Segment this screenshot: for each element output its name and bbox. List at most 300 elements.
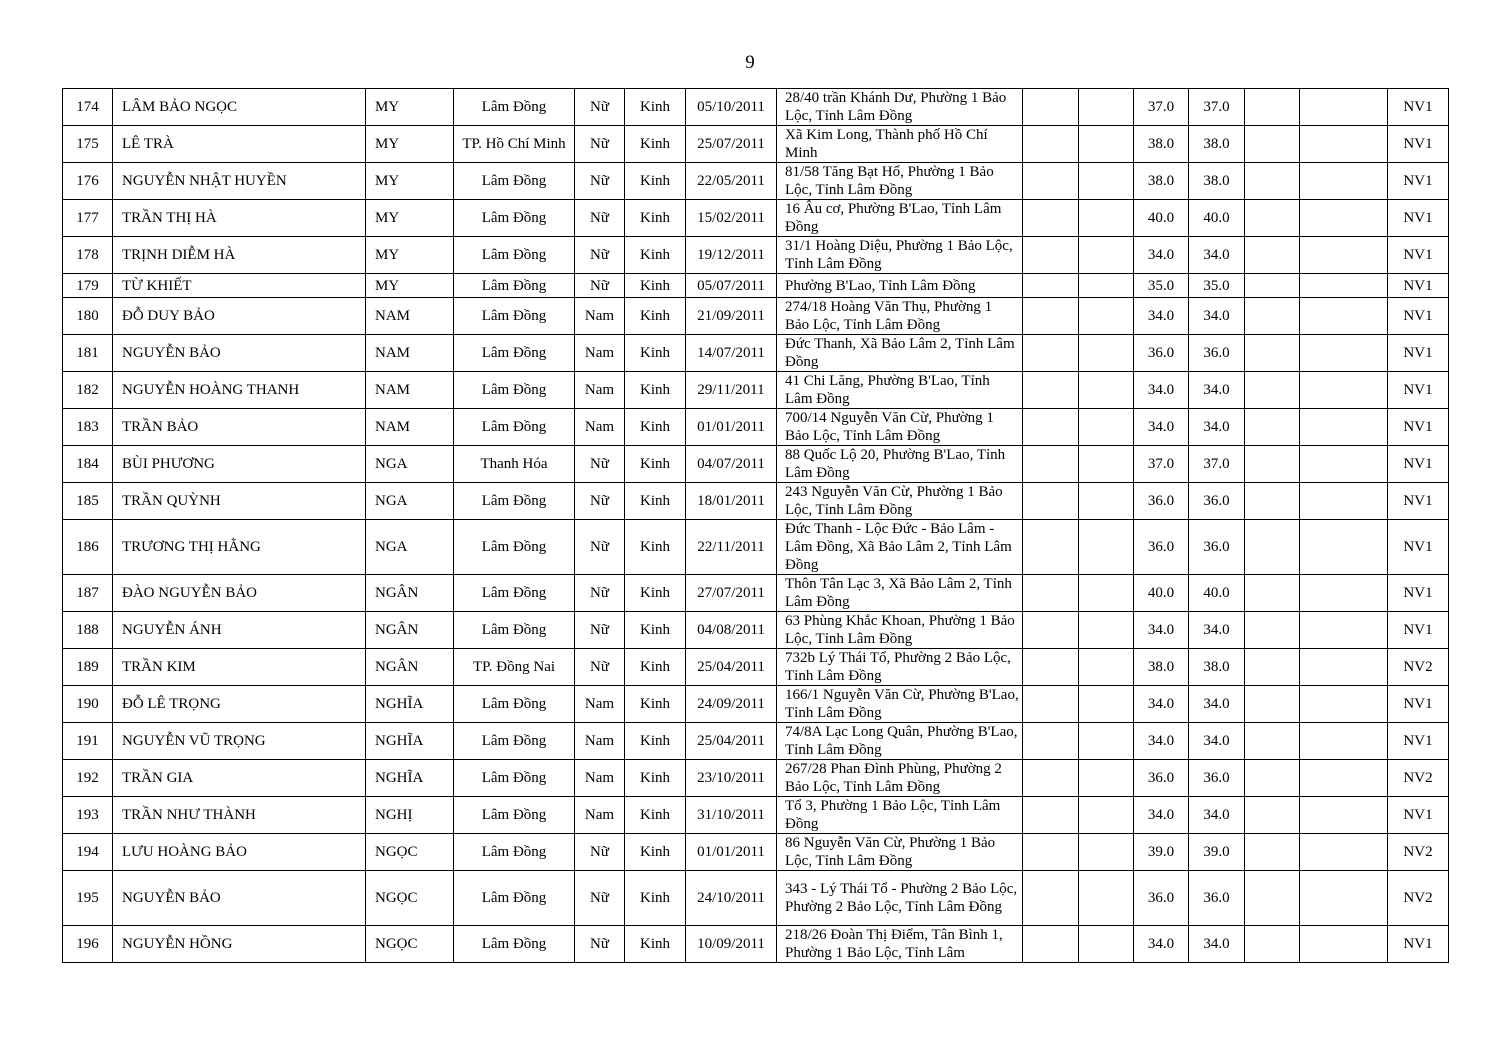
cell-empty-2 bbox=[1079, 163, 1134, 200]
cell-empty-3 bbox=[1245, 237, 1300, 274]
cell-empty-2 bbox=[1079, 126, 1134, 163]
cell-nguyen-vong: NV1 bbox=[1388, 520, 1449, 575]
cell-ngay-sinh: 01/01/2011 bbox=[686, 834, 777, 871]
cell-empty-4 bbox=[1300, 871, 1388, 926]
cell-dan-toc: Kinh bbox=[625, 237, 686, 274]
student-roster-table bbox=[62, 88, 1449, 963]
table-row bbox=[63, 575, 1449, 612]
cell-ho-ten-dem: LƯU HOÀNG BẢO bbox=[113, 834, 366, 871]
cell-empty-3 bbox=[1245, 834, 1300, 871]
cell-stt: 193 bbox=[63, 797, 113, 834]
cell-empty-3 bbox=[1245, 871, 1300, 926]
cell-empty-2 bbox=[1079, 723, 1134, 760]
cell-ten: MY bbox=[366, 274, 454, 298]
cell-empty-1 bbox=[1023, 575, 1079, 612]
cell-dia-chi: Tổ 3, Phường 1 Bảo Lộc, Tỉnh Lâm Đồng bbox=[777, 797, 1023, 834]
cell-nguyen-vong: NV1 bbox=[1388, 274, 1449, 298]
cell-empty-3 bbox=[1245, 372, 1300, 409]
cell-ho-ten-dem: TỪ KHIẾT bbox=[113, 274, 366, 298]
cell-empty-3 bbox=[1245, 409, 1300, 446]
cell-diem-1: 34.0 bbox=[1134, 797, 1189, 834]
cell-ho-ten-dem: LÊ TRÀ bbox=[113, 126, 366, 163]
cell-diem-2: 34.0 bbox=[1189, 797, 1245, 834]
cell-empty-3 bbox=[1245, 520, 1300, 575]
cell-ngay-sinh: 19/12/2011 bbox=[686, 237, 777, 274]
cell-empty-3 bbox=[1245, 760, 1300, 797]
cell-empty-4 bbox=[1300, 834, 1388, 871]
cell-empty-1 bbox=[1023, 612, 1079, 649]
cell-dia-chi: 166/1 Nguyễn Văn Cừ, Phường B'Lao, Tỉnh Lâm Đồng bbox=[777, 686, 1023, 723]
table-row bbox=[63, 926, 1449, 963]
cell-noi-sinh: Lâm Đồng bbox=[454, 760, 575, 797]
cell-diem-2: 39.0 bbox=[1189, 834, 1245, 871]
cell-empty-4 bbox=[1300, 797, 1388, 834]
cell-diem-2: 34.0 bbox=[1189, 612, 1245, 649]
cell-dan-toc: Kinh bbox=[625, 335, 686, 372]
cell-empty-2 bbox=[1079, 274, 1134, 298]
cell-empty-4 bbox=[1300, 723, 1388, 760]
page-number: 9 bbox=[745, 52, 755, 73]
cell-noi-sinh: TP. Hồ Chí Minh bbox=[454, 126, 575, 163]
cell-dia-chi: 343 - Lý Thái Tổ - Phường 2 Bảo Lộc, Phường 2 Bảo Lộc, Tỉnh Lâm Đồng bbox=[777, 871, 1023, 926]
cell-gioi-tinh: Nữ bbox=[575, 274, 625, 298]
cell-empty-2 bbox=[1079, 237, 1134, 274]
cell-ten: NGA bbox=[366, 520, 454, 575]
cell-gioi-tinh: Nữ bbox=[575, 612, 625, 649]
cell-empty-3 bbox=[1245, 274, 1300, 298]
cell-dan-toc: Kinh bbox=[625, 926, 686, 963]
cell-empty-3 bbox=[1245, 612, 1300, 649]
cell-diem-1: 34.0 bbox=[1134, 372, 1189, 409]
cell-stt: 191 bbox=[63, 723, 113, 760]
cell-empty-4 bbox=[1300, 409, 1388, 446]
cell-ho-ten-dem: TRẦN THỊ HÀ bbox=[113, 200, 366, 237]
cell-ho-ten-dem: TRẦN BẢO bbox=[113, 409, 366, 446]
table-row bbox=[63, 446, 1449, 483]
cell-diem-1: 40.0 bbox=[1134, 200, 1189, 237]
cell-empty-1 bbox=[1023, 237, 1079, 274]
cell-dan-toc: Kinh bbox=[625, 760, 686, 797]
cell-ho-ten-dem: NGUYỄN BẢO bbox=[113, 871, 366, 926]
cell-dia-chi: 732b Lý Thái Tổ, Phường 2 Bảo Lộc, Tỉnh Lâm Đồng bbox=[777, 649, 1023, 686]
cell-empty-1 bbox=[1023, 520, 1079, 575]
cell-ngay-sinh: 25/07/2011 bbox=[686, 126, 777, 163]
cell-dan-toc: Kinh bbox=[625, 520, 686, 575]
cell-empty-4 bbox=[1300, 200, 1388, 237]
cell-empty-2 bbox=[1079, 926, 1134, 963]
cell-nguyen-vong: NV2 bbox=[1388, 871, 1449, 926]
cell-stt: 186 bbox=[63, 520, 113, 575]
cell-ten: NGÂN bbox=[366, 612, 454, 649]
cell-noi-sinh: Lâm Đồng bbox=[454, 237, 575, 274]
cell-ten: NGỌC bbox=[366, 926, 454, 963]
cell-ten: MY bbox=[366, 163, 454, 200]
cell-ngay-sinh: 18/01/2011 bbox=[686, 483, 777, 520]
cell-empty-4 bbox=[1300, 126, 1388, 163]
cell-ho-ten-dem: NGUYỄN NHẬT HUYỀN bbox=[113, 163, 366, 200]
cell-diem-1: 34.0 bbox=[1134, 409, 1189, 446]
cell-empty-2 bbox=[1079, 612, 1134, 649]
cell-ngay-sinh: 31/10/2011 bbox=[686, 797, 777, 834]
cell-ho-ten-dem: NGUYỄN VŨ TRỌNG bbox=[113, 723, 366, 760]
cell-diem-1: 36.0 bbox=[1134, 871, 1189, 926]
cell-ho-ten-dem: ĐỖ DUY BẢO bbox=[113, 298, 366, 335]
cell-diem-2: 40.0 bbox=[1189, 200, 1245, 237]
cell-stt: 185 bbox=[63, 483, 113, 520]
cell-diem-2: 38.0 bbox=[1189, 649, 1245, 686]
cell-empty-3 bbox=[1245, 200, 1300, 237]
cell-ten: NGHĨA bbox=[366, 723, 454, 760]
cell-diem-2: 35.0 bbox=[1189, 274, 1245, 298]
cell-ho-ten-dem: ĐỖ LÊ TRỌNG bbox=[113, 686, 366, 723]
cell-noi-sinh: Lâm Đồng bbox=[454, 200, 575, 237]
cell-gioi-tinh: Nam bbox=[575, 409, 625, 446]
cell-nguyen-vong: NV1 bbox=[1388, 237, 1449, 274]
cell-dia-chi: 16 Âu cơ, Phường B'Lao, Tỉnh Lâm Đồng bbox=[777, 200, 1023, 237]
cell-empty-2 bbox=[1079, 89, 1134, 126]
cell-dan-toc: Kinh bbox=[625, 686, 686, 723]
table-row bbox=[63, 237, 1449, 274]
cell-empty-1 bbox=[1023, 797, 1079, 834]
cell-diem-1: 34.0 bbox=[1134, 298, 1189, 335]
cell-ho-ten-dem: NGUYỄN HỒNG bbox=[113, 926, 366, 963]
cell-gioi-tinh: Nữ bbox=[575, 649, 625, 686]
cell-ho-ten-dem: TRẦN GIA bbox=[113, 760, 366, 797]
cell-empty-2 bbox=[1079, 409, 1134, 446]
cell-dan-toc: Kinh bbox=[625, 126, 686, 163]
cell-ten: MY bbox=[366, 89, 454, 126]
cell-noi-sinh: Lâm Đồng bbox=[454, 483, 575, 520]
cell-empty-4 bbox=[1300, 926, 1388, 963]
cell-stt: 180 bbox=[63, 298, 113, 335]
cell-dan-toc: Kinh bbox=[625, 89, 686, 126]
cell-noi-sinh: Lâm Đồng bbox=[454, 409, 575, 446]
cell-stt: 177 bbox=[63, 200, 113, 237]
cell-ten: NAM bbox=[366, 298, 454, 335]
cell-dan-toc: Kinh bbox=[625, 797, 686, 834]
cell-empty-3 bbox=[1245, 575, 1300, 612]
cell-empty-2 bbox=[1079, 871, 1134, 926]
cell-empty-2 bbox=[1079, 797, 1134, 834]
cell-ho-ten-dem: NGUYỄN ÁNH bbox=[113, 612, 366, 649]
cell-ten: NGÂN bbox=[366, 575, 454, 612]
cell-dia-chi: 74/8A Lạc Long Quân, Phường B'Lao, Tỉnh Lâm Đồng bbox=[777, 723, 1023, 760]
cell-noi-sinh: Lâm Đồng bbox=[454, 612, 575, 649]
cell-stt: 192 bbox=[63, 760, 113, 797]
cell-dan-toc: Kinh bbox=[625, 723, 686, 760]
table-row bbox=[63, 200, 1449, 237]
cell-noi-sinh: Lâm Đồng bbox=[454, 575, 575, 612]
cell-diem-1: 35.0 bbox=[1134, 274, 1189, 298]
cell-empty-4 bbox=[1300, 163, 1388, 200]
cell-stt: 188 bbox=[63, 612, 113, 649]
cell-diem-2: 34.0 bbox=[1189, 926, 1245, 963]
cell-ten: NGA bbox=[366, 483, 454, 520]
cell-dia-chi: 31/1 Hoàng Diệu, Phường 1 Bảo Lộc, Tỉnh Lâm Đồng bbox=[777, 237, 1023, 274]
cell-ho-ten-dem: LÂM BẢO NGỌC bbox=[113, 89, 366, 126]
cell-empty-3 bbox=[1245, 649, 1300, 686]
cell-dan-toc: Kinh bbox=[625, 274, 686, 298]
cell-ngay-sinh: 22/11/2011 bbox=[686, 520, 777, 575]
cell-empty-2 bbox=[1079, 335, 1134, 372]
cell-diem-2: 38.0 bbox=[1189, 126, 1245, 163]
table-row bbox=[63, 126, 1449, 163]
cell-empty-4 bbox=[1300, 298, 1388, 335]
cell-diem-2: 36.0 bbox=[1189, 483, 1245, 520]
cell-dia-chi: 218/26 Đoàn Thị Điểm, Tân Bình 1, Phường 1 Bảo Lộc, Tỉnh Lâm bbox=[777, 926, 1023, 963]
cell-nguyen-vong: NV1 bbox=[1388, 686, 1449, 723]
cell-dan-toc: Kinh bbox=[625, 372, 686, 409]
cell-stt: 183 bbox=[63, 409, 113, 446]
cell-gioi-tinh: Nữ bbox=[575, 89, 625, 126]
cell-empty-2 bbox=[1079, 372, 1134, 409]
cell-empty-2 bbox=[1079, 446, 1134, 483]
cell-gioi-tinh: Nam bbox=[575, 372, 625, 409]
cell-dia-chi: Phường B'Lao, Tỉnh Lâm Đồng bbox=[777, 274, 1023, 298]
cell-dia-chi: 41 Chi Lăng, Phường B'Lao, Tỉnh Lâm Đồng bbox=[777, 372, 1023, 409]
cell-noi-sinh: Lâm Đồng bbox=[454, 871, 575, 926]
cell-noi-sinh: Lâm Đồng bbox=[454, 520, 575, 575]
cell-gioi-tinh: Nữ bbox=[575, 126, 625, 163]
cell-ten: NGHĨA bbox=[366, 686, 454, 723]
cell-diem-1: 36.0 bbox=[1134, 520, 1189, 575]
cell-diem-2: 40.0 bbox=[1189, 575, 1245, 612]
cell-empty-4 bbox=[1300, 483, 1388, 520]
cell-ngay-sinh: 25/04/2011 bbox=[686, 723, 777, 760]
cell-ngay-sinh: 04/08/2011 bbox=[686, 612, 777, 649]
cell-ho-ten-dem: NGUYỄN HOÀNG THANH bbox=[113, 372, 366, 409]
cell-ngay-sinh: 24/09/2011 bbox=[686, 686, 777, 723]
cell-nguyen-vong: NV1 bbox=[1388, 797, 1449, 834]
cell-empty-2 bbox=[1079, 575, 1134, 612]
cell-gioi-tinh: Nữ bbox=[575, 834, 625, 871]
cell-dia-chi: 86 Nguyễn Văn Cừ, Phường 1 Bảo Lộc, Tỉnh Lâm Đồng bbox=[777, 834, 1023, 871]
cell-dia-chi: 81/58 Tăng Bạt Hổ, Phường 1 Bảo Lộc, Tỉnh Lâm Đồng bbox=[777, 163, 1023, 200]
cell-stt: 176 bbox=[63, 163, 113, 200]
cell-diem-2: 36.0 bbox=[1189, 520, 1245, 575]
cell-diem-2: 34.0 bbox=[1189, 298, 1245, 335]
cell-dia-chi: 88 Quốc Lộ 20, Phường B'Lao, Tỉnh Lâm Đồng bbox=[777, 446, 1023, 483]
cell-empty-1 bbox=[1023, 335, 1079, 372]
cell-dia-chi: 274/18 Hoàng Văn Thụ, Phường 1 Bảo Lộc, Tỉnh Lâm Đồng bbox=[777, 298, 1023, 335]
cell-empty-3 bbox=[1245, 298, 1300, 335]
cell-ngay-sinh: 21/09/2011 bbox=[686, 298, 777, 335]
cell-noi-sinh: Lâm Đồng bbox=[454, 89, 575, 126]
cell-empty-4 bbox=[1300, 760, 1388, 797]
cell-dia-chi: Đức Thanh, Xã Bảo Lâm 2, Tỉnh Lâm Đồng bbox=[777, 335, 1023, 372]
cell-nguyen-vong: NV2 bbox=[1388, 649, 1449, 686]
cell-empty-3 bbox=[1245, 723, 1300, 760]
table-row bbox=[63, 723, 1449, 760]
cell-ten: NAM bbox=[366, 372, 454, 409]
cell-gioi-tinh: Nữ bbox=[575, 483, 625, 520]
cell-diem-1: 36.0 bbox=[1134, 335, 1189, 372]
cell-empty-3 bbox=[1245, 89, 1300, 126]
cell-diem-2: 36.0 bbox=[1189, 335, 1245, 372]
table-row bbox=[63, 409, 1449, 446]
cell-empty-1 bbox=[1023, 871, 1079, 926]
cell-noi-sinh: Lâm Đồng bbox=[454, 163, 575, 200]
cell-nguyen-vong: NV1 bbox=[1388, 483, 1449, 520]
cell-ten: NGHỊ bbox=[366, 797, 454, 834]
cell-dia-chi: Thôn Tân Lạc 3, Xã Bảo Lâm 2, Tỉnh Lâm Đồng bbox=[777, 575, 1023, 612]
cell-dan-toc: Kinh bbox=[625, 200, 686, 237]
cell-dan-toc: Kinh bbox=[625, 298, 686, 335]
cell-dia-chi: 700/14 Nguyễn Văn Cừ, Phường 1 Bảo Lộc, Tỉnh Lâm Đồng bbox=[777, 409, 1023, 446]
cell-dan-toc: Kinh bbox=[625, 163, 686, 200]
cell-gioi-tinh: Nữ bbox=[575, 200, 625, 237]
cell-ngay-sinh: 24/10/2011 bbox=[686, 871, 777, 926]
cell-nguyen-vong: NV1 bbox=[1388, 409, 1449, 446]
cell-noi-sinh: TP. Đồng Nai bbox=[454, 649, 575, 686]
cell-diem-1: 38.0 bbox=[1134, 163, 1189, 200]
cell-dan-toc: Kinh bbox=[625, 446, 686, 483]
cell-empty-1 bbox=[1023, 409, 1079, 446]
table-row bbox=[63, 834, 1449, 871]
cell-ngay-sinh: 01/01/2011 bbox=[686, 409, 777, 446]
cell-diem-1: 34.0 bbox=[1134, 686, 1189, 723]
cell-empty-4 bbox=[1300, 446, 1388, 483]
cell-diem-2: 37.0 bbox=[1189, 446, 1245, 483]
cell-stt: 189 bbox=[63, 649, 113, 686]
cell-dan-toc: Kinh bbox=[625, 483, 686, 520]
cell-empty-1 bbox=[1023, 446, 1079, 483]
cell-nguyen-vong: NV1 bbox=[1388, 926, 1449, 963]
cell-nguyen-vong: NV1 bbox=[1388, 446, 1449, 483]
cell-empty-3 bbox=[1245, 686, 1300, 723]
cell-empty-2 bbox=[1079, 760, 1134, 797]
cell-empty-1 bbox=[1023, 126, 1079, 163]
cell-noi-sinh: Lâm Đồng bbox=[454, 834, 575, 871]
cell-stt: 195 bbox=[63, 871, 113, 926]
cell-empty-3 bbox=[1245, 483, 1300, 520]
cell-stt: 190 bbox=[63, 686, 113, 723]
cell-dan-toc: Kinh bbox=[625, 612, 686, 649]
cell-empty-2 bbox=[1079, 834, 1134, 871]
cell-dia-chi: 243 Nguyễn Văn Cừ, Phường 1 Bảo Lộc, Tỉnh Lâm Đồng bbox=[777, 483, 1023, 520]
cell-ho-ten-dem: TRẦN NHƯ THÀNH bbox=[113, 797, 366, 834]
cell-noi-sinh: Lâm Đồng bbox=[454, 335, 575, 372]
cell-ho-ten-dem: TRẦN QUỲNH bbox=[113, 483, 366, 520]
cell-diem-1: 34.0 bbox=[1134, 723, 1189, 760]
cell-empty-2 bbox=[1079, 649, 1134, 686]
cell-ho-ten-dem: TRẦN KIM bbox=[113, 649, 366, 686]
table-row bbox=[63, 89, 1449, 126]
cell-nguyen-vong: NV1 bbox=[1388, 612, 1449, 649]
cell-nguyen-vong: NV1 bbox=[1388, 200, 1449, 237]
cell-diem-2: 34.0 bbox=[1189, 409, 1245, 446]
cell-noi-sinh: Lâm Đồng bbox=[454, 686, 575, 723]
cell-noi-sinh: Lâm Đồng bbox=[454, 797, 575, 834]
cell-gioi-tinh: Nam bbox=[575, 335, 625, 372]
cell-empty-2 bbox=[1079, 483, 1134, 520]
cell-nguyen-vong: NV1 bbox=[1388, 335, 1449, 372]
cell-stt: 182 bbox=[63, 372, 113, 409]
cell-gioi-tinh: Nam bbox=[575, 723, 625, 760]
table-row bbox=[63, 335, 1449, 372]
cell-ngay-sinh: 25/04/2011 bbox=[686, 649, 777, 686]
table-row bbox=[63, 797, 1449, 834]
cell-gioi-tinh: Nam bbox=[575, 686, 625, 723]
cell-diem-2: 34.0 bbox=[1189, 237, 1245, 274]
cell-diem-2: 34.0 bbox=[1189, 372, 1245, 409]
cell-ngay-sinh: 29/11/2011 bbox=[686, 372, 777, 409]
cell-nguyen-vong: NV1 bbox=[1388, 372, 1449, 409]
cell-dia-chi: 63 Phùng Khắc Khoan, Phường 1 Bảo Lộc, Tỉnh Lâm Đồng bbox=[777, 612, 1023, 649]
cell-ten: MY bbox=[366, 126, 454, 163]
cell-gioi-tinh: Nữ bbox=[575, 520, 625, 575]
cell-empty-1 bbox=[1023, 723, 1079, 760]
cell-nguyen-vong: NV1 bbox=[1388, 89, 1449, 126]
cell-diem-1: 36.0 bbox=[1134, 483, 1189, 520]
cell-stt: 196 bbox=[63, 926, 113, 963]
cell-dia-chi: 28/40 trần Khánh Dư, Phường 1 Bảo Lộc, Tỉnh Lâm Đồng bbox=[777, 89, 1023, 126]
cell-stt: 178 bbox=[63, 237, 113, 274]
cell-dan-toc: Kinh bbox=[625, 834, 686, 871]
cell-dan-toc: Kinh bbox=[625, 575, 686, 612]
cell-diem-1: 38.0 bbox=[1134, 649, 1189, 686]
cell-empty-4 bbox=[1300, 575, 1388, 612]
cell-empty-4 bbox=[1300, 372, 1388, 409]
cell-diem-2: 34.0 bbox=[1189, 723, 1245, 760]
cell-empty-1 bbox=[1023, 483, 1079, 520]
cell-dia-chi: Đức Thanh - Lộc Đức - Bảo Lâm - Lâm Đồng, Xã Bảo Lâm 2, Tỉnh Lâm Đồng bbox=[777, 520, 1023, 575]
cell-ten: NAM bbox=[366, 335, 454, 372]
cell-ngay-sinh: 04/07/2011 bbox=[686, 446, 777, 483]
cell-diem-2: 37.0 bbox=[1189, 89, 1245, 126]
cell-nguyen-vong: NV2 bbox=[1388, 760, 1449, 797]
cell-empty-2 bbox=[1079, 298, 1134, 335]
cell-empty-1 bbox=[1023, 686, 1079, 723]
cell-diem-1: 34.0 bbox=[1134, 926, 1189, 963]
table-row bbox=[63, 163, 1449, 200]
cell-gioi-tinh: Nam bbox=[575, 797, 625, 834]
cell-noi-sinh: Thanh Hóa bbox=[454, 446, 575, 483]
cell-nguyen-vong: NV2 bbox=[1388, 834, 1449, 871]
table-row bbox=[63, 483, 1449, 520]
cell-stt: 194 bbox=[63, 834, 113, 871]
cell-empty-4 bbox=[1300, 237, 1388, 274]
cell-gioi-tinh: Nam bbox=[575, 298, 625, 335]
cell-empty-1 bbox=[1023, 926, 1079, 963]
cell-ngay-sinh: 27/07/2011 bbox=[686, 575, 777, 612]
cell-dia-chi: Xã Kim Long, Thành phố Hồ Chí Minh bbox=[777, 126, 1023, 163]
cell-ho-ten-dem: NGUYỄN BẢO bbox=[113, 335, 366, 372]
cell-ngay-sinh: 05/10/2011 bbox=[686, 89, 777, 126]
cell-gioi-tinh: Nữ bbox=[575, 237, 625, 274]
cell-nguyen-vong: NV1 bbox=[1388, 126, 1449, 163]
cell-ho-ten-dem: TRƯƠNG THỊ HẰNG bbox=[113, 520, 366, 575]
cell-empty-3 bbox=[1245, 797, 1300, 834]
cell-nguyen-vong: NV1 bbox=[1388, 163, 1449, 200]
cell-empty-2 bbox=[1079, 200, 1134, 237]
cell-diem-1: 38.0 bbox=[1134, 126, 1189, 163]
cell-empty-3 bbox=[1245, 126, 1300, 163]
cell-empty-3 bbox=[1245, 926, 1300, 963]
cell-stt: 179 bbox=[63, 274, 113, 298]
cell-empty-1 bbox=[1023, 760, 1079, 797]
cell-ten: NGHĨA bbox=[366, 760, 454, 797]
cell-dan-toc: Kinh bbox=[625, 409, 686, 446]
cell-empty-3 bbox=[1245, 163, 1300, 200]
cell-diem-2: 34.0 bbox=[1189, 686, 1245, 723]
cell-ten: NGÂN bbox=[366, 649, 454, 686]
cell-empty-4 bbox=[1300, 520, 1388, 575]
table-row bbox=[63, 686, 1449, 723]
table-row bbox=[63, 372, 1449, 409]
cell-noi-sinh: Lâm Đồng bbox=[454, 372, 575, 409]
cell-ho-ten-dem: ĐÀO NGUYỄN BẢO bbox=[113, 575, 366, 612]
